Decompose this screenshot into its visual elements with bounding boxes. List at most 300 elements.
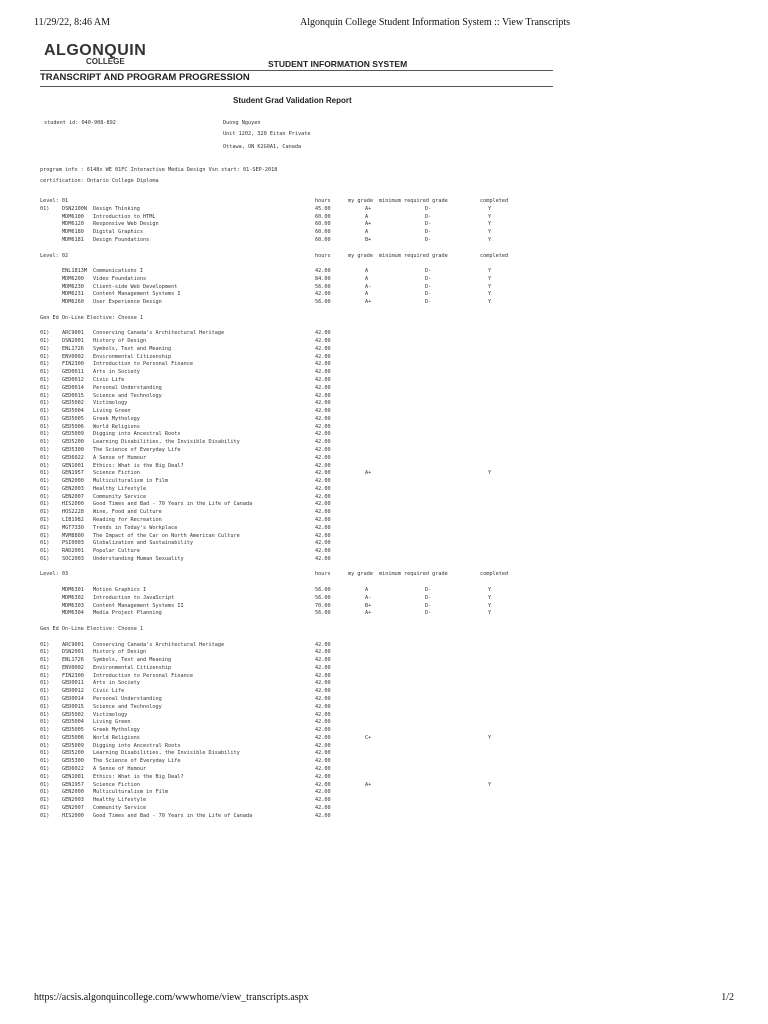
course-level: 01) xyxy=(40,369,50,376)
course-code: MDM6120 xyxy=(62,221,84,228)
col-header-min-grade: minimum required grade xyxy=(379,571,448,578)
course-hours: 42.00 xyxy=(315,268,331,274)
course-hours: 42.00 xyxy=(315,501,331,508)
system-title: STUDENT INFORMATION SYSTEM xyxy=(268,59,408,69)
print-header xyxy=(34,17,734,31)
course-title: Victimology xyxy=(93,400,128,407)
course-title: Conserving Canada's Architectural Heritage xyxy=(93,641,225,648)
student-name: Duong Nguyen xyxy=(223,120,261,126)
course-title: Digging into Ancestral Roots xyxy=(93,742,181,749)
course-hours: 42.00 xyxy=(315,384,331,391)
course-code: GED5300 xyxy=(62,447,84,453)
course-min-grade: D- xyxy=(425,299,432,306)
course-hours: 42.00 xyxy=(315,555,331,562)
course-title: Ethics: What is the Big Deal? xyxy=(93,773,184,780)
course-code: ARC9001 xyxy=(62,330,84,337)
course-level: 01) xyxy=(40,353,50,360)
course-hours: 42.00 xyxy=(315,462,331,469)
course-code: DSN2001 xyxy=(62,338,84,344)
course-title: Multiculturalism in Film xyxy=(93,478,168,485)
college-logo xyxy=(44,44,146,66)
student-id: student id: 040-908-892 xyxy=(44,120,116,126)
course-title: Digging into Ancestral Roots xyxy=(93,431,181,438)
course-min-grade: D- xyxy=(425,229,432,236)
course-code: GED0015 xyxy=(62,703,84,710)
col-header-my-grade: my grade xyxy=(348,198,373,204)
header-rule-top xyxy=(40,70,553,71)
course-title: World Religions xyxy=(93,734,140,741)
course-title: The Impact of the Car on North American Culture xyxy=(93,532,240,539)
course-code: GED0014 xyxy=(62,695,84,702)
course-completed: Y xyxy=(488,213,492,220)
course-code: MDM6100 xyxy=(62,213,84,220)
course-level: 01) xyxy=(40,361,50,368)
col-header-completed: completed xyxy=(480,198,509,204)
course-hours: 42.00 xyxy=(315,392,331,399)
certification-info: certification: Ontario College Diploma xyxy=(40,178,159,184)
course-grade: A+ xyxy=(365,610,372,617)
course-code: GEN2003 xyxy=(62,485,84,492)
course-level: 01) xyxy=(40,205,50,212)
page-title: TRANSCRIPT AND PROGRAM PROGRESSION xyxy=(40,72,250,83)
elective-label: Gen Ed On-Line Elective: Choose 1 xyxy=(40,625,144,632)
course-level: 01) xyxy=(40,509,50,516)
course-title: Greek Mythology xyxy=(93,727,140,733)
course-title: Learning Disabilities, the Invisible Disability xyxy=(93,750,240,757)
course-completed: Y xyxy=(488,221,492,228)
course-level: 01) xyxy=(40,392,50,399)
course-hours: 42.00 xyxy=(315,369,331,376)
course-code: GEN1001 xyxy=(62,773,84,780)
course-grade: C+ xyxy=(365,734,372,741)
course-title: Content Management Systems I xyxy=(93,291,181,298)
course-title: Learning Disabilities, the Invisible Disability xyxy=(93,439,240,446)
course-hours: 42.00 xyxy=(315,524,331,531)
course-code: MVM8800 xyxy=(62,532,84,539)
course-code: MDM6304 xyxy=(62,610,84,617)
course-level: 01) xyxy=(40,431,50,438)
level-label: Level: 01 xyxy=(40,198,69,204)
course-level: 01) xyxy=(40,789,50,796)
course-code: MDM6200 xyxy=(62,275,84,282)
course-level: 01) xyxy=(40,703,50,710)
course-title: Healthy Lifestyle xyxy=(93,797,147,804)
course-hours: 42.00 xyxy=(315,742,331,749)
course-code: GED5005 xyxy=(62,415,84,422)
course-level: 01) xyxy=(40,485,50,492)
col-header-my-grade: my grade xyxy=(348,252,373,259)
course-hours: 60.00 xyxy=(315,236,331,243)
course-hours: 42.00 xyxy=(315,812,331,819)
course-title: Civic Life xyxy=(93,376,125,383)
course-hours: 42.00 xyxy=(315,353,331,360)
course-grade: A+ xyxy=(365,205,372,212)
course-hours: 42.00 xyxy=(315,470,331,477)
course-title: Science Fiction xyxy=(93,470,140,477)
course-title: Personal Understanding xyxy=(93,695,162,702)
course-title: User Experience Design xyxy=(93,299,162,306)
course-code: FIN2300 xyxy=(62,672,84,679)
course-level: 01) xyxy=(40,400,50,407)
course-code: MDM6301 xyxy=(62,587,84,593)
course-hours: 42.00 xyxy=(315,330,331,337)
course-code: MDM6303 xyxy=(62,602,84,609)
course-level: 01) xyxy=(40,345,50,352)
course-title: Responsive Web Design xyxy=(93,221,159,228)
course-hours: 42.00 xyxy=(315,532,331,539)
course-code: ENL1813M xyxy=(62,268,87,274)
course-min-grade: D- xyxy=(425,291,432,298)
course-grade: A- xyxy=(365,283,372,290)
course-hours: 42.00 xyxy=(315,485,331,492)
course-code: ENL1726 xyxy=(62,345,84,352)
course-title: Trends in Today's Workplace xyxy=(93,524,178,531)
course-hours: 42.00 xyxy=(315,657,331,663)
course-level: 01) xyxy=(40,462,50,469)
course-code: GED0012 xyxy=(62,376,84,383)
col-header-min-grade: minimum required grade xyxy=(379,198,448,204)
course-title: Reading for Recreation xyxy=(93,517,162,523)
course-title: Science and Technology xyxy=(93,703,162,710)
course-grade: A xyxy=(365,229,369,236)
course-level: 01) xyxy=(40,734,50,741)
course-hours: 42.00 xyxy=(315,493,331,500)
course-code: GEN2007 xyxy=(62,804,84,811)
course-level: 01) xyxy=(40,555,50,562)
course-title: Symbols, Text and Meaning xyxy=(93,345,172,352)
course-grade: B+ xyxy=(365,236,372,243)
course-hours: 42.00 xyxy=(315,454,331,461)
course-completed: Y xyxy=(488,283,492,290)
course-title: The Science of Everyday Life xyxy=(93,447,181,453)
course-title: Introduction to Personal Finance xyxy=(93,672,193,679)
course-grade: A+ xyxy=(365,470,372,477)
course-code: GED5300 xyxy=(62,758,84,765)
course-level: 01) xyxy=(40,672,50,679)
course-code: GEN2000 xyxy=(62,478,84,485)
course-completed: Y xyxy=(488,470,492,477)
course-completed: Y xyxy=(488,205,492,212)
course-min-grade: D- xyxy=(425,283,432,290)
course-completed: Y xyxy=(488,299,492,306)
course-code: SOC2003 xyxy=(62,555,84,562)
course-title: Good Times and Bad - 70 Years in the Life of Canada xyxy=(93,501,253,508)
course-grade: A- xyxy=(365,594,372,601)
course-code: ENL1726 xyxy=(62,657,84,663)
course-title: A Sense of Humour xyxy=(93,765,147,772)
course-hours: 42.00 xyxy=(315,548,331,555)
course-min-grade: D- xyxy=(425,587,432,593)
course-grade: A xyxy=(365,268,369,274)
course-hours: 60.00 xyxy=(315,221,331,228)
course-code: HIS2000 xyxy=(62,501,84,508)
course-title: Multiculturalism in Film xyxy=(93,789,168,796)
course-level: 01) xyxy=(40,657,50,663)
course-level: 01) xyxy=(40,649,50,656)
course-hours: 42.00 xyxy=(315,789,331,796)
logo-wordmark: ALGONQUIN xyxy=(44,42,147,59)
course-level: 01) xyxy=(40,540,50,547)
course-level: 01) xyxy=(40,680,50,687)
course-hours: 42.00 xyxy=(315,540,331,547)
course-code: GED5009 xyxy=(62,431,84,438)
col-header-completed: completed xyxy=(480,252,509,259)
col-header-completed: completed xyxy=(480,571,509,578)
course-title: Environmental Citizenship xyxy=(93,353,172,360)
course-code: GED5200 xyxy=(62,439,84,446)
course-code: GED0011 xyxy=(62,369,84,376)
course-code: GED5004 xyxy=(62,408,84,415)
course-completed: Y xyxy=(488,291,492,298)
course-hours: 56.00 xyxy=(315,587,331,593)
course-code: GEN2007 xyxy=(62,493,84,500)
course-level: 01) xyxy=(40,773,50,780)
course-code: GED0011 xyxy=(62,680,84,687)
course-level: 01) xyxy=(40,376,50,383)
course-code: GED0015 xyxy=(62,392,84,399)
course-title: World Religions xyxy=(93,423,140,430)
course-code: RAD2001 xyxy=(62,548,84,555)
course-hours: 42.00 xyxy=(315,408,331,415)
course-hours: 42.00 xyxy=(315,750,331,757)
course-hours: 42.00 xyxy=(315,680,331,687)
course-level: 01) xyxy=(40,493,50,500)
course-hours: 42.00 xyxy=(315,376,331,383)
course-min-grade: D- xyxy=(425,221,432,228)
course-level: 01) xyxy=(40,330,50,337)
course-grade: A xyxy=(365,291,369,298)
course-grade: A xyxy=(365,275,369,282)
col-header-hours: hours xyxy=(315,571,331,578)
col-header-hours: hours xyxy=(315,252,331,259)
course-hours: 42.00 xyxy=(315,711,331,718)
course-title: Living Green xyxy=(93,719,131,726)
print-footer xyxy=(34,992,734,1006)
course-grade: A+ xyxy=(365,299,372,306)
col-header-hours: hours xyxy=(315,198,331,204)
report-title: Student Grad Validation Report xyxy=(233,96,352,105)
course-hours: 42.00 xyxy=(315,695,331,702)
course-hours: 42.00 xyxy=(315,439,331,446)
course-hours: 56.00 xyxy=(315,594,331,601)
course-code: GEN1001 xyxy=(62,462,84,469)
course-hours: 42.00 xyxy=(315,804,331,811)
course-hours: 42.00 xyxy=(315,291,331,298)
course-level: 01) xyxy=(40,470,50,477)
course-title: Science Fiction xyxy=(93,781,140,788)
course-level: 01) xyxy=(40,423,50,430)
course-title: Living Green xyxy=(93,408,131,415)
course-grade: A xyxy=(365,587,369,593)
course-level: 01) xyxy=(40,454,50,461)
course-grade: B+ xyxy=(365,602,372,609)
course-hours: 42.00 xyxy=(315,447,331,453)
course-hours: 42.00 xyxy=(315,664,331,671)
course-hours: 42.00 xyxy=(315,758,331,765)
course-level: 01) xyxy=(40,415,50,422)
course-code: MDM6180 xyxy=(62,229,84,236)
course-min-grade: D- xyxy=(425,594,432,601)
course-title: A Sense of Humour xyxy=(93,454,147,461)
course-title: Media Project Planning xyxy=(93,610,162,617)
course-title: Arts in Society xyxy=(93,369,140,376)
course-hours: 42.00 xyxy=(315,345,331,352)
course-title: Understanding Human Sexuality xyxy=(93,555,184,562)
program-info: program info : 6148x WE 01FC Interactive Media Design Vsn start: 01-SEP-2018 xyxy=(40,167,278,173)
course-min-grade: D- xyxy=(425,236,432,243)
level-label: Level: 03 xyxy=(40,571,69,578)
course-completed: Y xyxy=(488,229,492,236)
course-level: 01) xyxy=(40,742,50,749)
course-hours: 42.00 xyxy=(315,361,331,368)
course-hours: 70.00 xyxy=(315,602,331,609)
course-code: GED0014 xyxy=(62,384,84,391)
course-hours: 42.00 xyxy=(315,765,331,772)
course-level: 01) xyxy=(40,758,50,765)
course-completed: Y xyxy=(488,594,492,601)
course-level: 01) xyxy=(40,750,50,757)
course-code: MDM6230 xyxy=(62,283,84,290)
course-code: GED6022 xyxy=(62,454,84,461)
course-title: Conserving Canada's Architectural Heritage xyxy=(93,330,225,337)
course-code: GED5004 xyxy=(62,719,84,726)
course-hours: 42.00 xyxy=(315,423,331,430)
course-level: 01) xyxy=(40,548,50,555)
course-level: 01) xyxy=(40,517,50,523)
course-title: History of Design xyxy=(93,338,147,344)
course-code: MGT7330 xyxy=(62,524,84,531)
course-hours: 60.00 xyxy=(315,229,331,236)
course-code: FIN2300 xyxy=(62,361,84,368)
course-code: GED5005 xyxy=(62,727,84,733)
course-code: GEN1957 xyxy=(62,470,84,477)
course-code: DSN2001 xyxy=(62,649,84,656)
course-code: ARC9001 xyxy=(62,641,84,648)
course-code: HOS2228 xyxy=(62,509,84,516)
course-code: GEN2000 xyxy=(62,789,84,796)
course-code: GED5200 xyxy=(62,750,84,757)
course-completed: Y xyxy=(488,734,492,741)
course-title: Civic Life xyxy=(93,688,125,695)
course-code: PSI0003 xyxy=(62,540,84,547)
header-rule-bottom xyxy=(40,86,553,87)
course-level: 01) xyxy=(40,711,50,718)
course-level: 01) xyxy=(40,532,50,539)
course-title: Ethics: What is the Big Deal? xyxy=(93,462,184,469)
course-min-grade: D- xyxy=(425,602,432,609)
course-code: HIS2000 xyxy=(62,812,84,819)
course-title: Popular Culture xyxy=(93,548,140,555)
course-title: Motion Graphics I xyxy=(93,587,147,593)
course-title: Client-side Web Development xyxy=(93,283,178,290)
course-title: Community Service xyxy=(93,804,147,811)
course-hours: 42.00 xyxy=(315,719,331,726)
print-url: https://acsis.algonquincollege.com/wwwhome/view_transcripts.aspx xyxy=(34,992,309,1003)
course-level: 01) xyxy=(40,781,50,788)
course-level: 01) xyxy=(40,501,50,508)
course-code: ENV0002 xyxy=(62,353,84,360)
course-title: Environmental Citizenship xyxy=(93,664,172,671)
course-grade: A+ xyxy=(365,221,372,228)
elective-label: Gen Ed On-Line Elective: Choose 1 xyxy=(40,314,144,321)
course-min-grade: D- xyxy=(425,213,432,220)
course-code: LIB1982 xyxy=(62,517,84,523)
course-hours: 45.00 xyxy=(315,205,331,212)
course-title: Wine, Food and Culture xyxy=(93,509,162,516)
course-level: 01) xyxy=(40,384,50,391)
course-level: 01) xyxy=(40,804,50,811)
course-level: 01) xyxy=(40,664,50,671)
course-min-grade: D- xyxy=(425,205,432,212)
course-completed: Y xyxy=(488,781,492,788)
course-title: Video Foundations xyxy=(93,275,147,282)
course-hours: 42.00 xyxy=(315,400,331,407)
course-level: 01) xyxy=(40,641,50,648)
course-title: The Science of Everyday Life xyxy=(93,758,181,765)
course-title: Introduction to HTML xyxy=(93,213,156,220)
course-hours: 42.00 xyxy=(315,688,331,695)
course-hours: 56.00 xyxy=(315,283,331,290)
course-hours: 42.00 xyxy=(315,781,331,788)
course-title: Community Service xyxy=(93,493,147,500)
course-title: Greek Mythology xyxy=(93,415,140,422)
course-completed: Y xyxy=(488,602,492,609)
col-header-min-grade: minimum required grade xyxy=(379,252,448,259)
course-hours: 42.00 xyxy=(315,703,331,710)
course-title: Symbols, Text and Meaning xyxy=(93,657,172,663)
print-timestamp: 11/29/22, 8:46 AM xyxy=(34,17,111,28)
course-min-grade: D- xyxy=(425,610,432,617)
course-title: Introduction to JavaScript xyxy=(93,594,175,601)
course-code: GED5006 xyxy=(62,734,84,741)
course-hours: 42.00 xyxy=(315,727,331,733)
course-completed: Y xyxy=(488,610,492,617)
course-title: Design Foundations xyxy=(93,236,150,243)
course-hours: 42.00 xyxy=(315,773,331,780)
course-min-grade: D- xyxy=(425,268,432,274)
course-grade: A+ xyxy=(365,781,372,788)
course-hours: 42.00 xyxy=(315,415,331,422)
col-header-my-grade: my grade xyxy=(348,571,373,578)
course-hours: 42.00 xyxy=(315,797,331,804)
course-title: Content Management Systems II xyxy=(93,602,184,609)
course-level: 01) xyxy=(40,688,50,695)
course-code: GED5002 xyxy=(62,711,84,718)
level-label: Level: 02 xyxy=(40,252,69,259)
course-code: GED0012 xyxy=(62,688,84,695)
course-completed: Y xyxy=(488,268,492,274)
course-level: 01) xyxy=(40,338,50,344)
course-level: 01) xyxy=(40,524,50,531)
course-hours: 42.00 xyxy=(315,509,331,516)
course-hours: 42.00 xyxy=(315,641,331,648)
course-title: Globalization and Sustainability xyxy=(93,540,193,547)
course-min-grade: D- xyxy=(425,275,432,282)
course-hours: 56.00 xyxy=(315,299,331,306)
course-code: ENV0002 xyxy=(62,664,84,671)
course-level: 01) xyxy=(40,797,50,804)
course-code: GEN1957 xyxy=(62,781,84,788)
course-hours: 42.00 xyxy=(315,478,331,485)
course-hours: 42.00 xyxy=(315,517,331,523)
course-title: Arts in Society xyxy=(93,680,140,687)
course-level: 01) xyxy=(40,727,50,733)
course-hours: 42.00 xyxy=(315,672,331,679)
course-title: History of Design xyxy=(93,649,147,656)
student-address-line2: Ottawa, ON K2G0A1, Canada xyxy=(223,144,302,150)
course-title: Introduction to Personal Finance xyxy=(93,361,193,368)
course-level: 01) xyxy=(40,695,50,702)
